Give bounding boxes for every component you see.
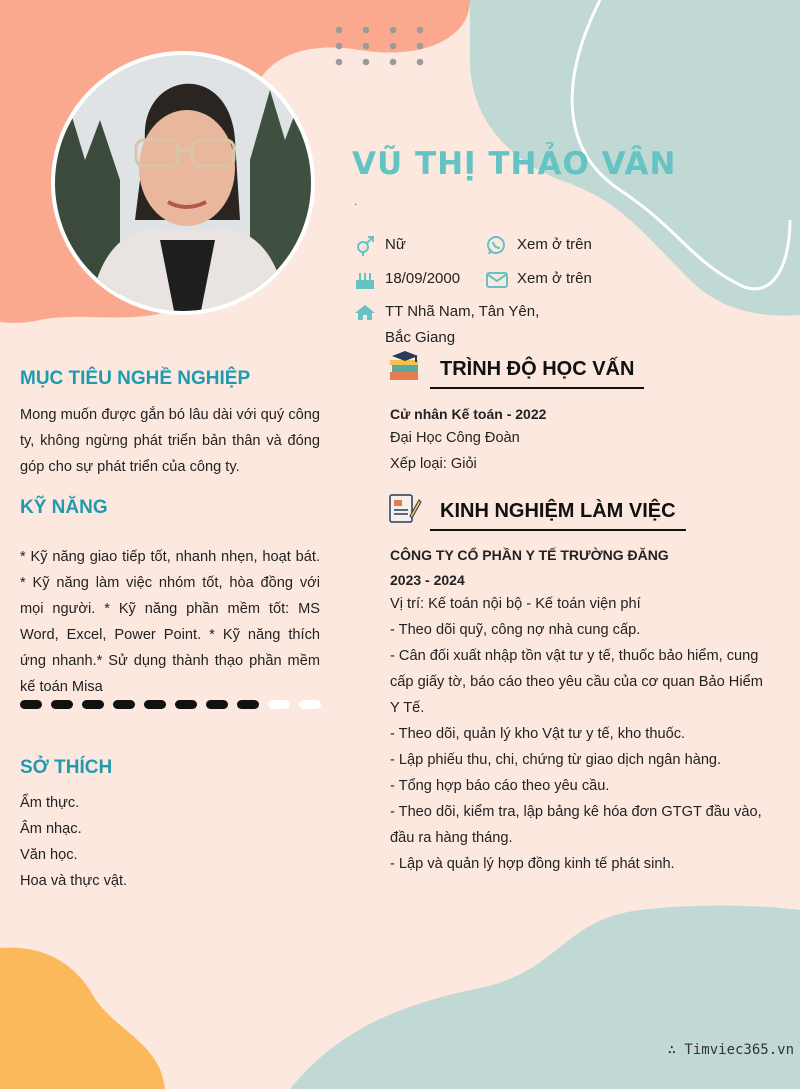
skill-segment-filled <box>175 700 197 709</box>
experience-line: - Lập phiếu thu, chi, chứng từ giao dịch ngân hàng. <box>390 752 722 768</box>
whatsapp-icon <box>486 236 508 256</box>
experience-line: - Lập và quản lý hợp đồng kinh tế phát sinh. <box>390 856 675 872</box>
skill-segment-filled <box>237 700 259 709</box>
profile-photo <box>50 50 316 316</box>
address-value: TT Nhã Nam, Tân Yên, Bắc Giang <box>385 303 540 346</box>
education-heading-text: TRÌNH ĐỘ HỌC VẤN <box>440 358 635 380</box>
teal-blob-bottom <box>290 905 800 1089</box>
education-underline <box>430 387 644 389</box>
candidate-name: VŨ THỊ THẢO VÂN <box>352 146 677 182</box>
experience-line: - Theo dõi quỹ, công nợ nhà cung cấp. <box>390 622 641 638</box>
birthday-value: 18/09/2000 <box>385 270 461 287</box>
objective-heading: MỤC TIÊU NGHỀ NGHIỆP <box>20 368 251 389</box>
skill-segment-filled <box>82 700 104 709</box>
education-grade: Xếp loại: Giỏi <box>390 456 477 472</box>
experience-company: CÔNG TY CỔ PHẦN Y TẾ TRƯỜNG ĐĂNG <box>390 547 669 563</box>
skills-text: * Kỹ năng giao tiếp tốt, nhanh nhẹn, hoạt bát. * Kỹ năng làm việc nhóm tốt, hòa đồng với mọi người. * Kỹ năng phần mềm tốt: MS Word, Excel, Power Point. * Kỹ năng thích ứng nhanh.* Sử dụng thành thạo phần mềm kế toán Misa <box>20 549 320 695</box>
gender-row <box>354 236 406 256</box>
objective-text: Mong muốn được gắn bó lâu dài với quý công ty, không ngừng phát triển bản thân và đóng góp cho sự phát triển của công ty. <box>20 407 320 475</box>
experience-line: - Theo dõi, quản lý kho Vật tư y tế, kho thuốc. <box>390 726 686 742</box>
hobbies-heading: SỞ THÍCH <box>20 757 113 778</box>
job-title: . <box>354 194 358 208</box>
education-heading <box>440 358 634 381</box>
education-degree: Cử nhân Kế toán - 2022 <box>390 406 547 422</box>
hobby-item: Ẩm thực. <box>20 795 80 811</box>
hobby-item: Âm nhạc. <box>20 821 82 837</box>
skill-segment-filled <box>20 700 42 709</box>
experience-line: - Tổng hợp báo cáo theo yêu cầu. <box>390 778 610 794</box>
email-row <box>486 270 592 290</box>
skills-heading: KỸ NĂNG <box>20 497 108 518</box>
birthday-cake-icon <box>354 270 376 290</box>
hobby-item: Hoa và thực vật. <box>20 873 128 889</box>
education-books-icon <box>388 350 422 382</box>
experience-underline <box>430 529 686 531</box>
phone-row <box>486 236 592 256</box>
experience-heading <box>440 500 676 523</box>
experience-heading-text: KINH NGHIỆM LÀM VIỆC <box>440 500 676 522</box>
phone-value: Xem ở trên <box>517 236 592 253</box>
skill-segment-empty <box>268 700 290 709</box>
birthday-row <box>354 270 460 290</box>
watermark: ∴ Timviec365.vn <box>667 1042 794 1058</box>
email-value: Xem ở trên <box>517 270 592 287</box>
skill-level-bar <box>20 700 321 709</box>
envelope-icon <box>486 270 508 290</box>
education-school: Đại Học Công Đoàn <box>390 430 520 446</box>
skill-segment-filled <box>51 700 73 709</box>
gender-icon <box>354 236 376 256</box>
address-row <box>354 303 569 351</box>
yellow-blob <box>0 948 165 1089</box>
skill-segment-filled <box>113 700 135 709</box>
experience-line: - Theo dõi, kiểm tra, lập bảng kê hóa đơn GTGT đầu vào, đầu ra hàng tháng. <box>390 804 762 846</box>
skill-segment-filled <box>206 700 228 709</box>
experience-line: Vị trí: Kế toán nội bộ - Kế toán viện phí <box>390 596 641 612</box>
experience-document-icon <box>388 492 422 524</box>
home-icon <box>354 303 376 323</box>
experience-line: - Cân đối xuất nhập tồn vật tư y tế, thuốc bảo hiểm, cung cấp giấy tờ, báo cáo theo yêu cầu của cơ quan Bảo Hiểm Y Tế. <box>390 648 763 716</box>
hobby-item: Văn học. <box>20 847 78 863</box>
experience-details <box>390 591 770 877</box>
skill-segment-empty <box>299 700 321 709</box>
skill-segment-filled <box>144 700 166 709</box>
gender-value: Nữ <box>385 236 406 253</box>
experience-period: 2023 - 2024 <box>390 572 465 588</box>
